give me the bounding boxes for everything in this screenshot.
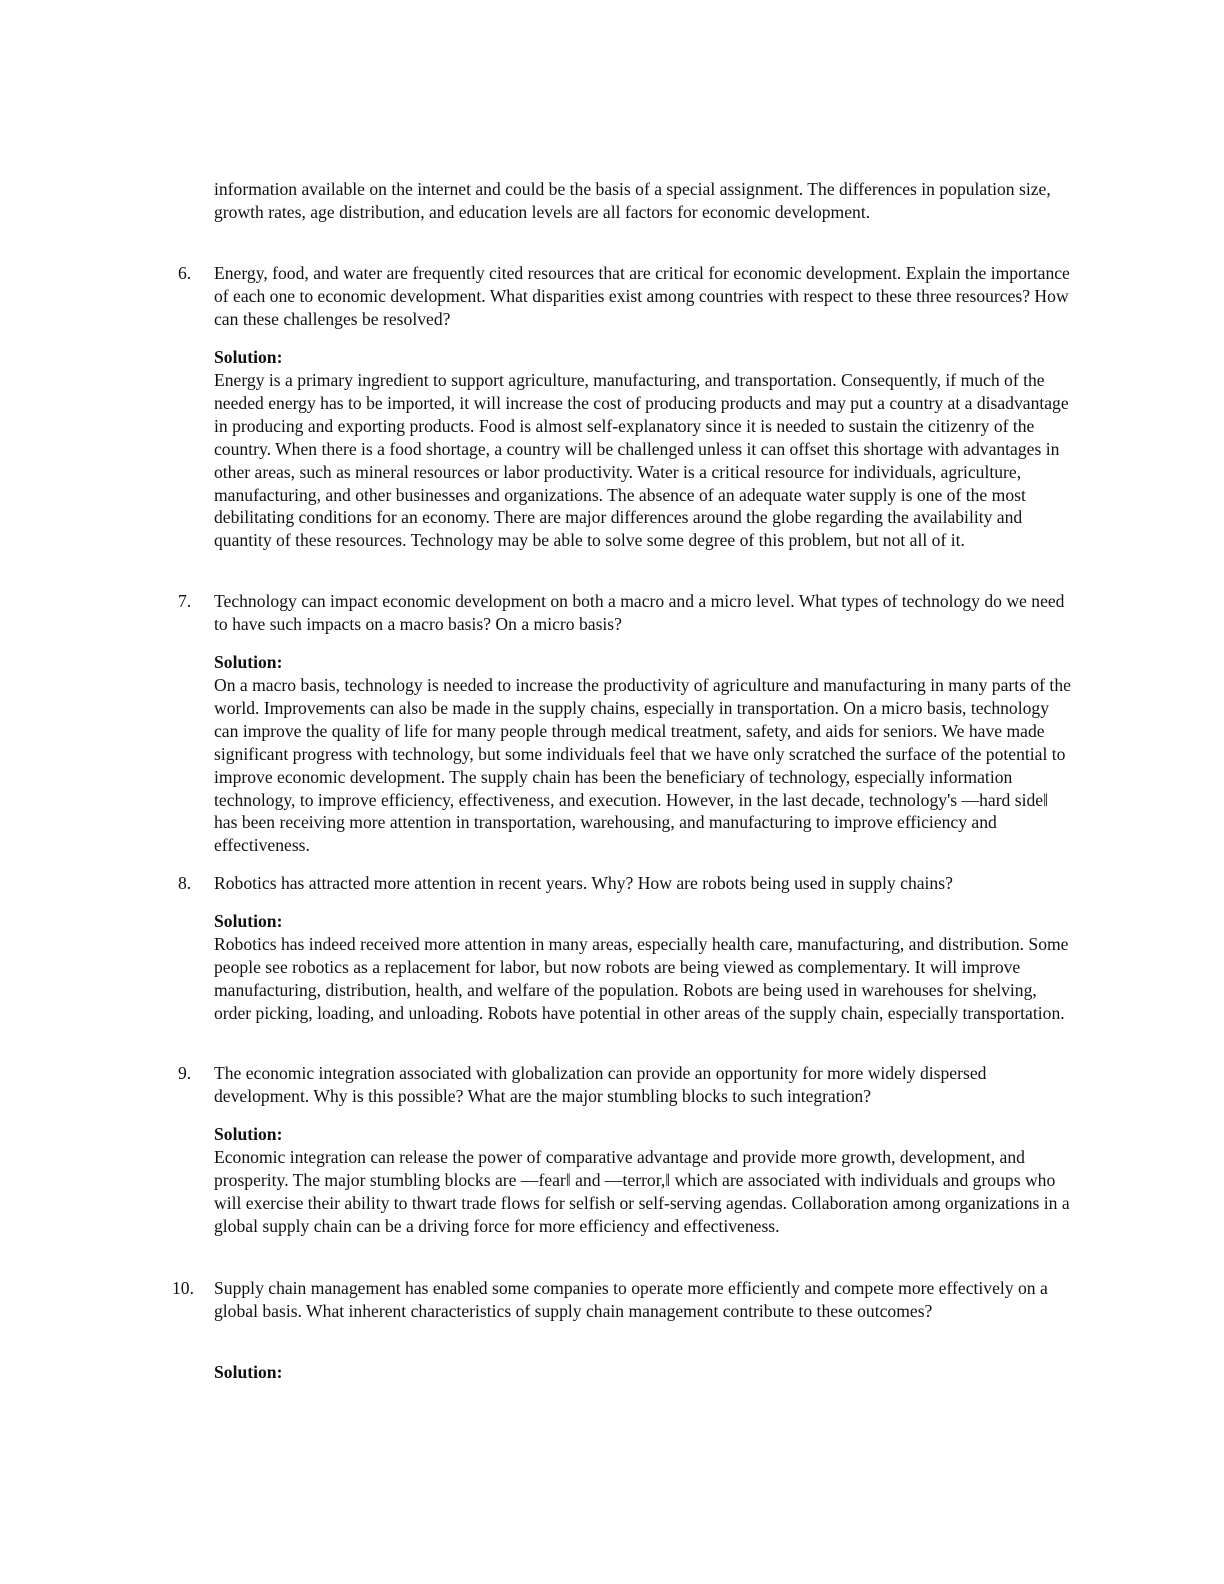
solution-label: Solution:: [214, 652, 283, 672]
question-number: 6.: [178, 263, 192, 283]
solution-text: Robotics has indeed received more attention in many areas, especially health care, manufacturing, and distribution. Some people see robotics as a replacement for labor, but now robots are being viewed as complementary. It will improve manufacturing, distribution, health, and welfare of the population. Robots are being used in warehouses for shelving, order picking, loading, and unloading. Robots have potential in other areas of the supply chain, especially transportation.: [214, 934, 1069, 1023]
solution-text: Economic integration can release the power of comparative advantage and provide more growth, development, and prosperity. The major stumbling blocks are —fear‖ and —terror,‖ which are associated with individuals and groups who will exercise their ability to thwart trade flows for selfish or self-serving agendas. Collaboration among organizations in a global supply chain can be a driving force for more efficiency and effectiveness.: [214, 1147, 1070, 1236]
question-text: Energy, food, and water are frequently cited resources that are critical for economic development. Explain the importance of each one to economic development. What disparities exist among countries with respect to these three resources? How can these challenges be resolved?: [214, 263, 1070, 329]
solution-label: Solution:: [214, 347, 283, 367]
question-number: 10.: [172, 1278, 194, 1298]
question-number: 7.: [178, 591, 192, 611]
intro-paragraph: information available on the internet and could be the basis of a special assignment. The differences in population size, growth rates, age distribution, and education levels are all factors for economic development.: [214, 179, 1051, 222]
solution-label: Solution:: [214, 911, 283, 931]
question-text: The economic integration associated with globalization can provide an opportunity for more widely dispersed development. Why is this possible? What are the major stumbling blocks to such integration?: [214, 1063, 987, 1106]
question-text: Robotics has attracted more attention in recent years. Why? How are robots being used in supply chains?: [214, 873, 953, 893]
question-text: Supply chain management has enabled some companies to operate more efficiently and compete more effectively on a global basis. What inherent characteristics of supply chain management contribute to these outcomes?: [214, 1278, 1048, 1321]
question-text: Technology can impact economic development on both a macro and a micro level. What types of technology do we need to have such impacts on a macro basis? On a micro basis?: [214, 591, 1065, 634]
solution-text: On a macro basis, technology is needed to increase the productivity of agriculture and manufacturing in many parts of the world. Improvements can also be made in the supply chains, especially in transportation. On a micro basis, technology can improve the quality of life for many people through medical treatment, safety, and aids for seniors. We have made significant progress with technology, but some individuals feel that we have only scratched the surface of the potential to improve economic development. The supply chain has been the beneficiary of technology, especially information technology, to improve efficiency, effectiveness, and execution. However, in the last decade, technology's —hard side‖ has been receiving more attention in transportation, warehousing, and manufacturing to improve efficiency and effectiveness.: [214, 675, 1071, 856]
question-number: 9.: [178, 1063, 192, 1083]
solution-label: Solution:: [214, 1362, 283, 1382]
solution-text: Energy is a primary ingredient to support agriculture, manufacturing, and transportation. Consequently, if much of the needed energy has to be imported, it will increase the cost of producing products and may put a country at a disadvantage in producing and exporting products. Food is almost self-explanatory since it is needed to sustain the citizenry of the country. When there is a food shortage, a country will be challenged unless it can offset this shortage with advantages in other areas, such as mineral resources or labor productivity. Water is a critical resource for individuals, agriculture, manufacturing, and other businesses and organizations. The absence of an adequate water supply is one of the most debilitating conditions for an economy. There are major differences around the globe regarding the availability and quantity of these resources. Technology may be able to solve some degree of this problem, but not all of it.: [214, 370, 1069, 551]
solution-label: Solution:: [214, 1124, 283, 1144]
question-number: 8.: [178, 873, 192, 893]
